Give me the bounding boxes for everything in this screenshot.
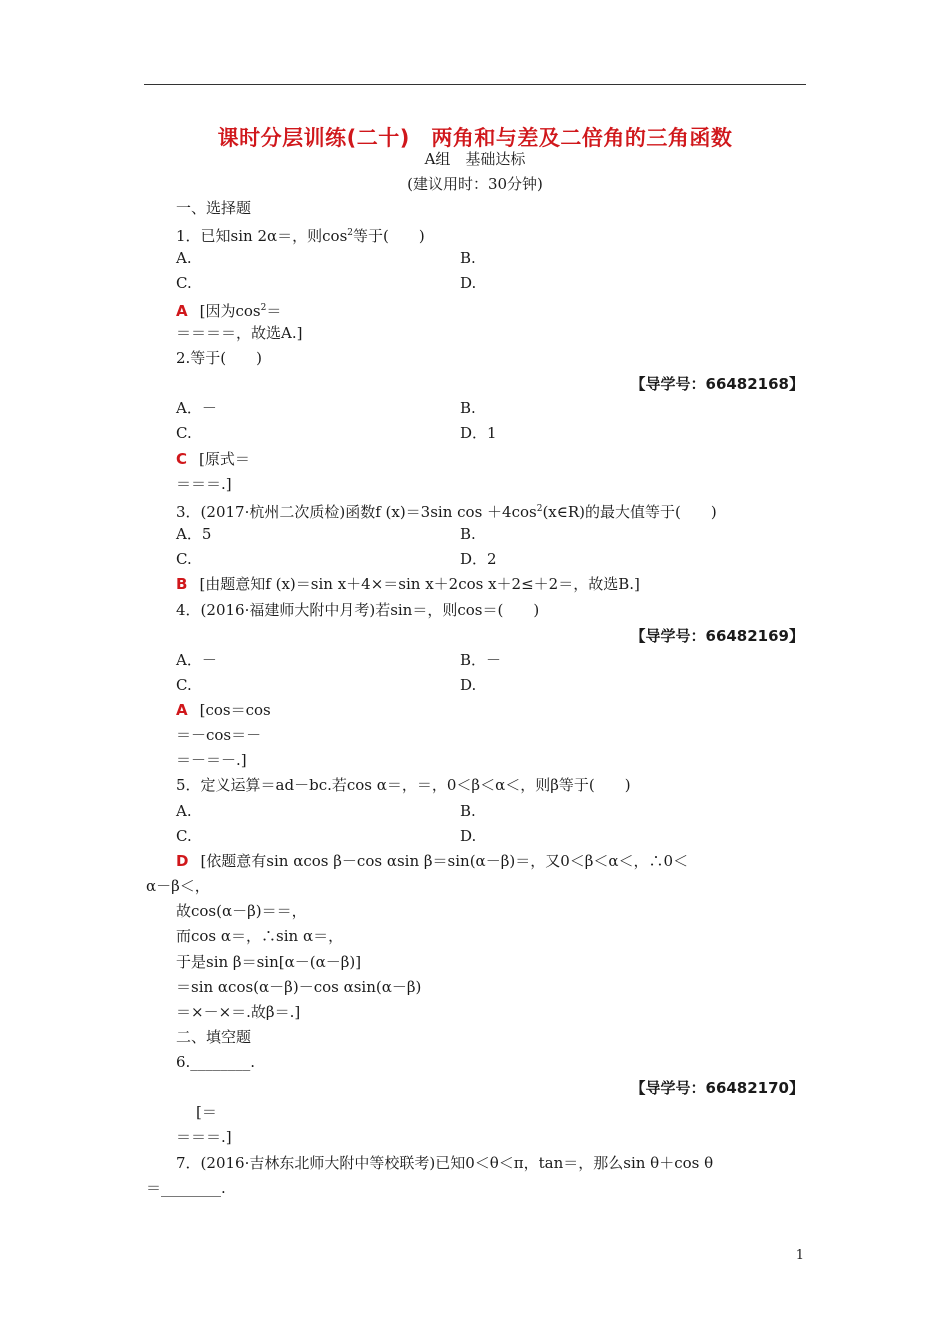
q1-answer: A [因为$\cos^2=$ — [176, 302, 282, 320]
q2-answer: C [原式＝ — [176, 450, 250, 468]
page-number: 1 — [795, 1248, 804, 1263]
answer-letter: C — [176, 450, 188, 468]
q5-option-d: D. — [460, 827, 477, 845]
q1-option-d: D. — [460, 274, 477, 292]
q2-option-d: D．1 — [460, 424, 497, 442]
q4-explanation-1: ＝－cos＝－ — [176, 726, 262, 744]
q7-blank: ＝________. — [146, 1179, 226, 1197]
q5-explanation-4: 于是sin β＝sin[α－(α－β)] — [176, 953, 362, 971]
q5-answer: D [依题意有sin αcos β－cos αsin β＝sin(α－β)＝，又0＜β＜α＜，∴0＜ — [176, 852, 689, 870]
document-title: 课时分层训练(二十) 两角和与差及二倍角的三角函数 — [217, 126, 733, 150]
q3-stem: 3．(2017·杭州二次质检)函数f (x)＝3sin $\cos +4\cos^2(x\in R)$的最大值等于( ) — [176, 503, 717, 521]
header-rule — [144, 84, 806, 85]
q3-option-d: D．2 — [460, 550, 497, 568]
q3-option-b: B. — [460, 525, 476, 543]
q3-option-c: C. — [176, 550, 192, 568]
section-fill: 二、填空题 — [176, 1028, 252, 1046]
q1-option-c: C. — [176, 274, 192, 292]
q7-stem: 7．(2016·吉林东北师大附中等校联考)已知0＜θ＜π，tan＝，那么sin θ＋cos θ — [176, 1154, 714, 1172]
answer-letter: A — [176, 701, 188, 719]
q1-explanation: ＝＝＝＝，故选A.] — [176, 324, 303, 342]
q5-explanation-2: 故cos(α－β)＝＝， — [176, 902, 307, 920]
q3-option-a: A．5 — [176, 525, 212, 543]
q5-option-a: A. — [176, 802, 192, 820]
q2-stem: 2.等于( ) — [176, 349, 263, 367]
q1-option-b: B. — [460, 249, 476, 267]
q6-stem: 6.________. — [176, 1053, 256, 1071]
q5-explanation-5: ＝sin αcos(α－β)－cos αsin(α－β) — [176, 978, 422, 996]
q2-option-b: B. — [460, 399, 476, 417]
q3-answer: B [由题意知f (x)＝sin x＋4×＝sin x＋2cos x＋2≤＋2＝，故选B.] — [176, 575, 640, 593]
section-choice: 一、选择题 — [176, 199, 252, 217]
q5-explanation-6: ＝×－×＝.故β＝.] — [176, 1003, 301, 1021]
q6-explanation: ＝＝＝.] — [176, 1128, 232, 1146]
q4-ref-number: 【导学号：66482169】 — [630, 627, 804, 645]
q5-option-c: C. — [176, 827, 192, 845]
answer-letter: D — [176, 852, 189, 870]
q5-explanation-1: α－β＜， — [146, 877, 210, 895]
q2-option-a: A．－ — [176, 399, 217, 417]
q4-option-d: D. — [460, 676, 477, 694]
q5-option-b: B. — [460, 802, 476, 820]
q1-option-a: A. — [176, 249, 192, 267]
q1-stem: 1．已知sin 2α＝，则$\cos^2$等于( ) — [176, 227, 425, 245]
q4-answer: A [cos＝cos — [176, 701, 271, 719]
q5-explanation-3: 而cos α＝，∴sin α＝， — [176, 927, 344, 945]
q2-option-c: C. — [176, 424, 192, 442]
answer-letter: B — [176, 575, 188, 593]
q4-stem: 4．(2016·福建师大附中月考)若sin＝，则cos＝( ) — [176, 601, 540, 619]
q4-option-c: C. — [176, 676, 192, 694]
q6-answer: [＝ — [196, 1103, 217, 1121]
q5-stem: 5．定义运算＝ad－bc.若cos α＝，＝，0＜β＜α＜，则β等于( ) — [176, 776, 631, 794]
q4-option-a: A．－ — [176, 651, 217, 669]
q2-explanation: ＝＝＝.] — [176, 475, 232, 493]
q6-ref-number: 【导学号：66482170】 — [630, 1079, 804, 1097]
group-label: A组 基础达标 — [424, 150, 526, 168]
q2-ref-number: 【导学号：66482168】 — [630, 375, 804, 393]
q4-explanation-2: ＝－＝－.] — [176, 751, 247, 769]
time-note: (建议用时：30分钟) — [407, 175, 543, 193]
answer-letter: A — [176, 302, 188, 320]
q4-option-b: B．－ — [460, 651, 502, 669]
